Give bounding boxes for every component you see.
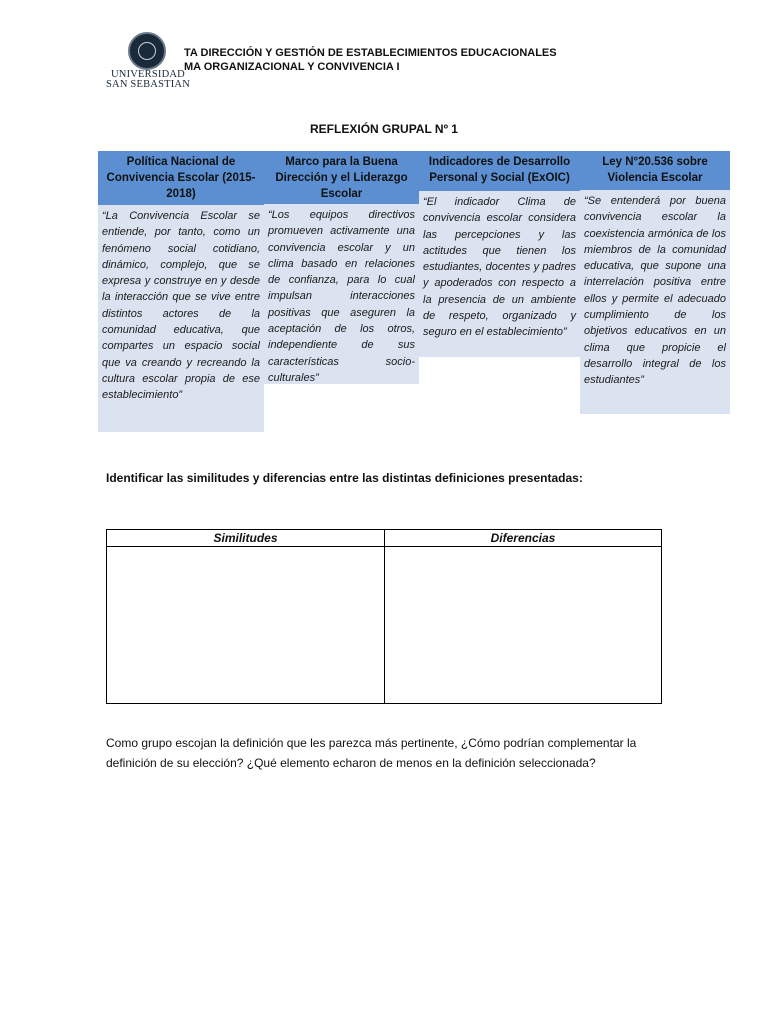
- card-text: “Se entenderá por buena convivencia escolar la coexistencia armónica de los miembros de la comunidad educativa, que supone una interrelación positiva entre ellos y permite el adecuado cumplimiento de los objetivos educativos en un clima que propicie el desarrollo integral de los estudiantes”: [584, 195, 726, 387]
- header-line-2: MA ORGANIZACIONAL Y CONVIVENCIA I: [184, 61, 400, 73]
- column-header-diferencias: Diferencias: [385, 530, 661, 547]
- header-line-1: TA DIRECCIÓN Y GESTIÓN DE ESTABLECIMIENTOS EDUCACIONALES: [184, 47, 557, 59]
- card-text: “Los equipos directivos promueven activamente una convivencia escolar y un clima basado en relaciones de confianza, para lo cual impulsan interacciones positivas que aseguren la aceptación de los otros, independiente de sus características socio-culturales”: [268, 209, 415, 384]
- page-title: REFLEXIÓN GRUPAL Nº 1: [310, 122, 458, 136]
- instruction-paragraph: Como grupo escojan la definición que les parezca más pertinente, ¿Cómo podrían complementar la definición de su elección? ¿Qué elemento echaron de menos en la definición seleccionada?: [106, 736, 637, 770]
- instruction-question: Identificar las similitudes y diferencias entre las distintas definiciones presentadas:: [106, 471, 583, 485]
- definition-card-marco: [264, 151, 419, 384]
- card-text: “La Convivencia Escolar se entiende, por tanto, como un fenómeno social cotidiano, dinámico, complejo, que se expresa y construye en y desde la interacción que se vive entre distintos actores de la comunidad educativa, que compartes un espacio social que va creando y recreando la cultura escolar propia de ese establecimiento”: [102, 210, 260, 402]
- definition-card-politica: [98, 151, 264, 432]
- diferencias-cell[interactable]: [385, 547, 661, 703]
- column-header-similitudes: Similitudes: [107, 530, 384, 547]
- document-header: [104, 30, 664, 94]
- definition-card-ley: [580, 151, 730, 414]
- card-heading: Marco para la Buena Dirección y el Liderazgo Escolar: [264, 151, 419, 204]
- comparison-table: [106, 529, 662, 704]
- card-heading: Ley N°20.536 sobre Violencia Escolar: [580, 151, 730, 190]
- card-text: “El indicador Clima de convivencia escolar considera las percepciones y las actitudes que tienen los estudiantes, docentes y padres y apoderados con respecto a la presencia de un ambiente de respeto, organizado y seguro en el establecimiento”: [423, 196, 576, 339]
- card-heading: Indicadores de Desarrollo Personal y Social (ExOIC): [419, 151, 580, 191]
- card-heading: Política Nacional de Convivencia Escolar (2015-2018): [98, 151, 264, 205]
- header-text: [184, 46, 557, 74]
- similitudes-cell[interactable]: [107, 547, 384, 703]
- definition-card-indicadores: [419, 151, 580, 357]
- university-seal-icon: [128, 32, 166, 70]
- university-name: UNIVERSIDAD SAN SEBASTIAN: [106, 69, 190, 90]
- university-logo: [104, 30, 190, 92]
